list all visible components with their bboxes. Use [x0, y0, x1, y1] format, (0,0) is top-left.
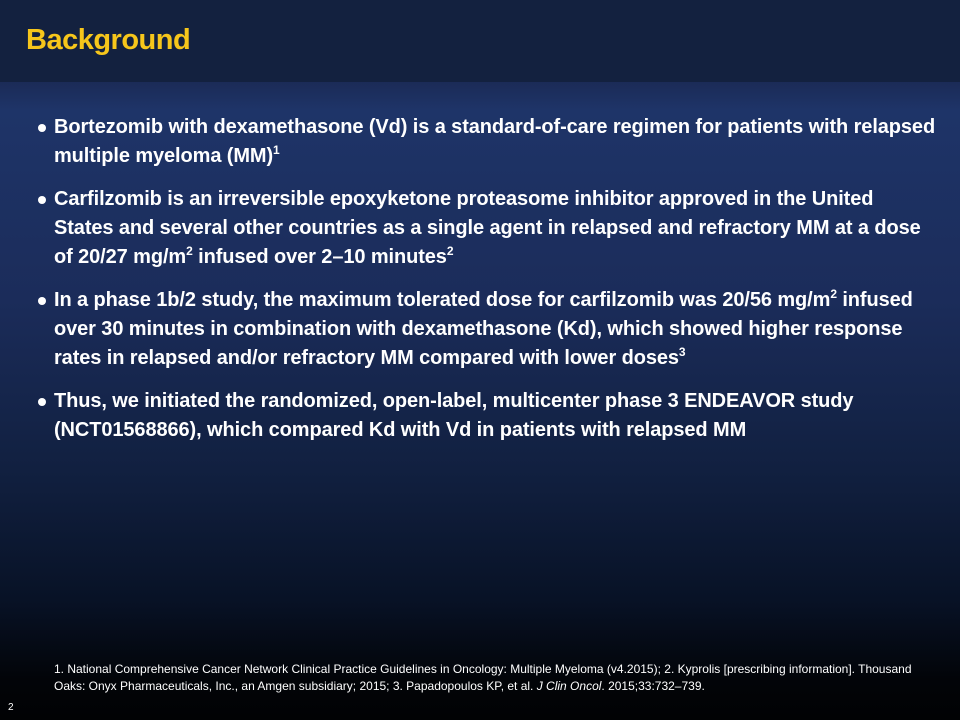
unit-superscript: 2 [830, 287, 837, 301]
bullet-dot-icon [38, 124, 46, 132]
bullet-dot-icon [38, 398, 46, 406]
page-title: Background [26, 24, 191, 56]
unit-superscript: 2 [186, 244, 193, 258]
bullet-item-2 [38, 185, 938, 272]
page-number: 2 [8, 702, 14, 713]
bullet-dot-icon [38, 196, 46, 204]
bullet-text: In a phase 1b/2 study, the maximum tolerated dose for carfilzomib was 20/56 mg/m [54, 289, 831, 311]
bullet-text-continued: infused over 30 minutes in combination with dexamethasone (Kd), which showed higher response rates in relapsed and/or refractory MM compared with lower doses [54, 289, 913, 369]
bullet-dot-icon [38, 297, 46, 305]
bullet-item-3 [38, 286, 938, 373]
footnote-references [54, 661, 934, 695]
bullet-text-continued: infused over 2–10 minutes [192, 246, 447, 268]
bullet-list [38, 113, 938, 459]
footnote-text-end: . 2015;33:732–739. [601, 679, 705, 693]
bullet-item-1 [38, 113, 938, 171]
reference-superscript: 3 [678, 345, 686, 359]
header-bar [0, 0, 960, 82]
bullet-text: Thus, we initiated the randomized, open-label, multicenter phase 3 ENDEAVOR study (NCT01568866), which compared Kd with Vd in patients with relapsed MM [54, 390, 854, 441]
reference-superscript: 2 [446, 244, 454, 258]
reference-superscript: 1 [273, 143, 280, 157]
footnote-text: 1. National Comprehensive Cancer Network Clinical Practice Guidelines in Oncology: Multiple Myeloma (v4.2015); 2. Kyprolis [prescribing information]. Thousand Oaks: Onyx Pharmaceuticals, Inc., an Amgen subsidiary; 2015; 3. Papadopoulos KP, et al. [54, 662, 912, 693]
bullet-text: Carfilzomib is an irreversible epoxyketone proteasome inhibitor approved in the United States and several other countries as a single agent in relapsed and refractory MM at a dose of 20/27 mg/m [54, 188, 921, 268]
bullet-text: Bortezomib with dexamethasone (Vd) is a standard-of-care regimen for patients with relapsed multiple myeloma (MM) [54, 116, 936, 167]
footnote-journal: J Clin Oncol [536, 679, 602, 693]
bullet-item-4 [38, 387, 938, 445]
